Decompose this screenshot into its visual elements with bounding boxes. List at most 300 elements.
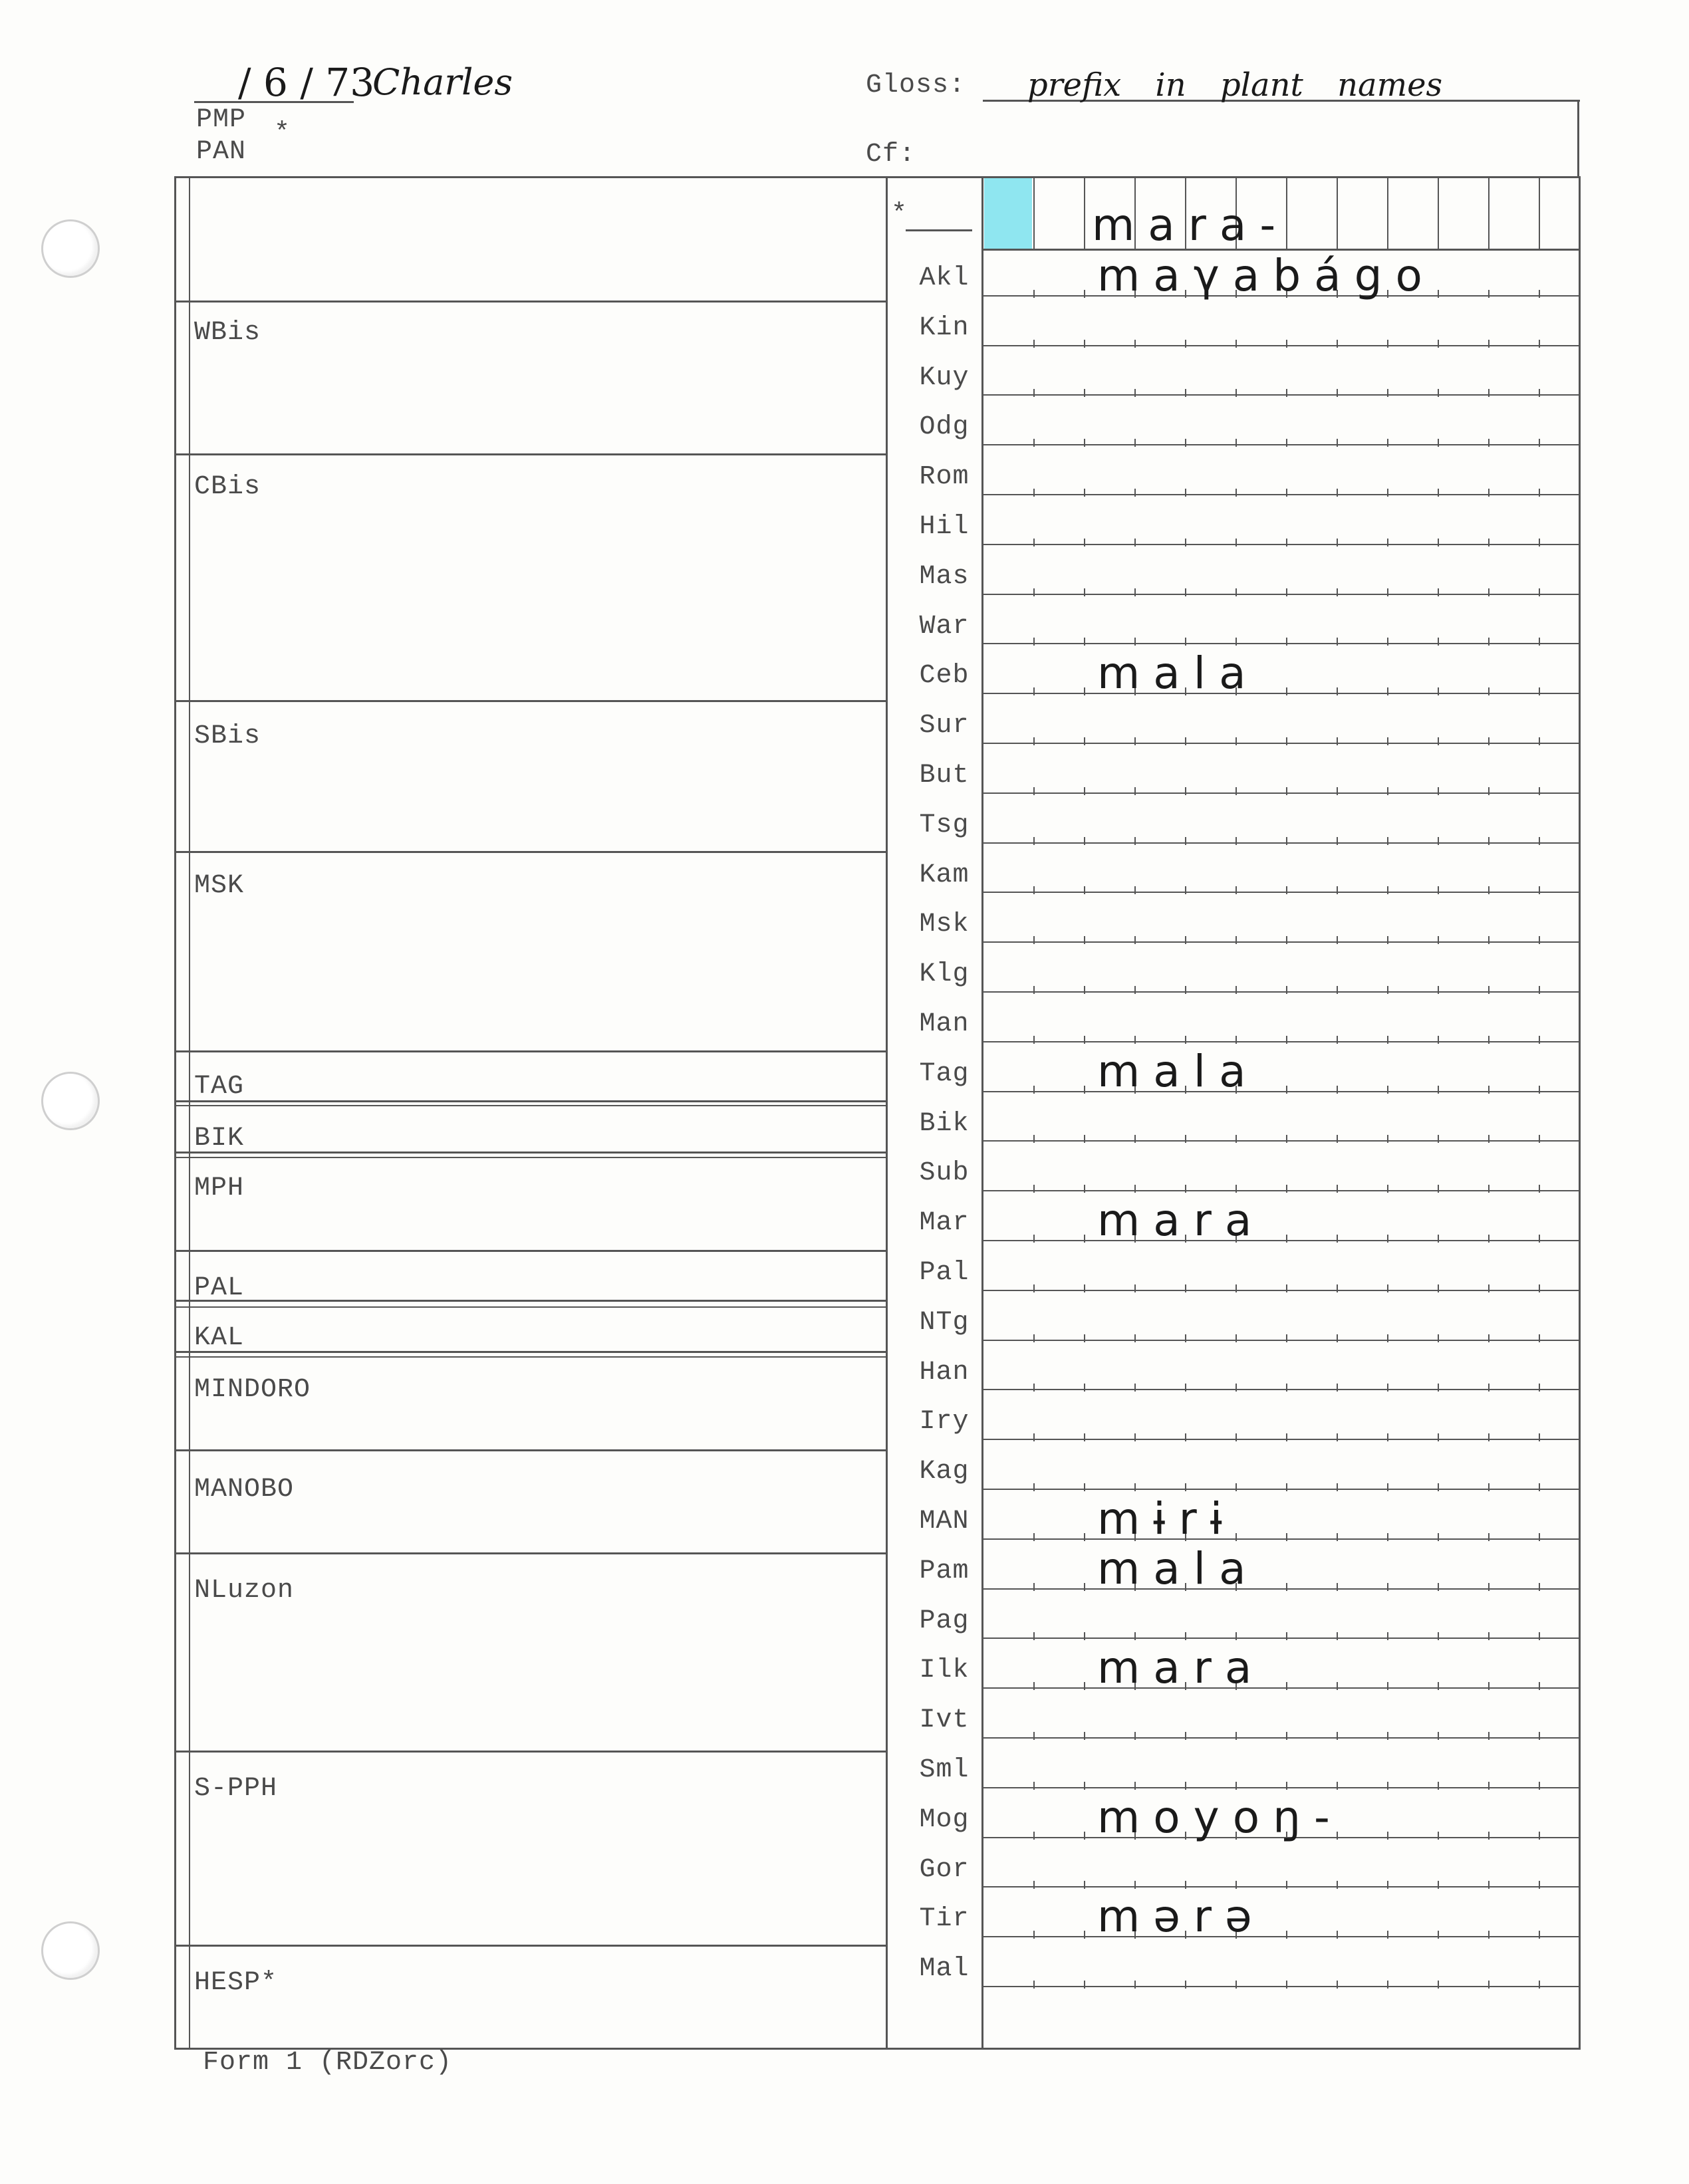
entry-tick <box>1033 1086 1035 1094</box>
group-label: CBis <box>194 472 261 502</box>
entry-tick <box>1387 1086 1388 1094</box>
language-form: moyoŋ- <box>1097 1791 1343 1843</box>
language-row <box>0 309 1689 359</box>
entry-tick <box>1134 1284 1136 1292</box>
entry-tick <box>1185 1782 1186 1790</box>
language-row <box>0 1701 1689 1751</box>
entry-tick <box>1387 1235 1388 1243</box>
entry-tick <box>1286 588 1287 596</box>
entry-tick <box>1286 1235 1287 1243</box>
entry-tick <box>1134 787 1136 795</box>
entry-tick <box>1185 1483 1186 1491</box>
language-row <box>0 1642 1689 1701</box>
entry-tick <box>1337 1036 1338 1044</box>
entry-tick <box>1337 737 1338 745</box>
entry-tick <box>1488 489 1490 497</box>
entry-tick <box>1033 1931 1035 1939</box>
entry-tick <box>1488 986 1490 994</box>
entry-tick <box>1539 737 1540 745</box>
language-row <box>0 955 1689 1005</box>
entry-tick <box>1185 439 1186 447</box>
entry-tick <box>1539 837 1540 845</box>
entry-tick <box>1033 389 1035 397</box>
entry-tick <box>1488 886 1490 894</box>
language-row <box>0 906 1689 955</box>
entry-tick <box>1286 389 1287 397</box>
entry-tick <box>1488 1931 1490 1939</box>
language-row <box>0 1304 1689 1354</box>
entry-tick <box>1488 687 1490 695</box>
entry-tick <box>1438 340 1439 348</box>
entry-tick <box>1084 1533 1085 1541</box>
proto-cell-divider <box>1033 178 1035 250</box>
entry-tick <box>1235 1732 1237 1740</box>
entry-tick <box>1438 1881 1439 1889</box>
language-code: Akl <box>919 263 970 293</box>
language-code: Han <box>919 1357 970 1388</box>
entry-tick <box>1185 1036 1186 1044</box>
entry-tick <box>1539 1235 1540 1243</box>
language-code: Ceb <box>919 661 970 691</box>
entry-tick <box>1235 737 1237 745</box>
entry-tick <box>1337 1384 1338 1392</box>
entry-tick <box>1387 340 1388 348</box>
language-row <box>0 757 1689 806</box>
language-code: Tir <box>919 1904 970 1935</box>
entry-tick <box>1084 1881 1085 1889</box>
entry-tick <box>1539 439 1540 447</box>
entry-tick <box>1438 936 1439 944</box>
entry-tick <box>1185 837 1186 845</box>
entry-tick <box>1286 886 1287 894</box>
language-row <box>0 648 1689 707</box>
entry-tick <box>1235 1483 1237 1491</box>
entry-tick <box>1488 1334 1490 1342</box>
entry-tick <box>1438 1334 1439 1342</box>
entry-tick <box>1387 1732 1388 1740</box>
entry-tick <box>1438 1135 1439 1143</box>
entry-tick <box>1134 1185 1136 1193</box>
entry-tick <box>1033 737 1035 745</box>
language-row <box>0 856 1689 906</box>
entry-tick <box>1033 1981 1035 1989</box>
entry-tick <box>1539 936 1540 944</box>
language-code: Mog <box>919 1804 970 1835</box>
entry-tick <box>1438 1384 1439 1392</box>
entry-tick <box>1084 1284 1085 1292</box>
language-code: Mar <box>919 1208 970 1239</box>
language-form: mərə <box>1097 1891 1265 1943</box>
entry-tick <box>1387 1135 1388 1143</box>
entry-tick <box>1387 936 1388 944</box>
language-code: Kag <box>919 1457 970 1487</box>
gloss-value: prefix in plant names <box>1027 66 1443 104</box>
proto-cell-divider <box>1488 178 1490 250</box>
language-row <box>0 1891 1689 1950</box>
language-code: Odg <box>919 412 970 443</box>
entry-tick <box>1185 1334 1186 1342</box>
language-row <box>0 1154 1689 1204</box>
entry-tick <box>1185 1981 1186 1989</box>
entry-tick <box>1539 886 1540 894</box>
entry-tick <box>1033 439 1035 447</box>
entry-tick <box>1084 986 1085 994</box>
entry-tick <box>1337 837 1338 845</box>
entry-tick <box>1134 1135 1136 1143</box>
entry-tick <box>1438 1981 1439 1989</box>
entry-tick <box>1235 1284 1237 1292</box>
proto-star-underline <box>906 229 972 231</box>
entry-tick <box>1286 1284 1287 1292</box>
language-code: Hil <box>919 512 970 542</box>
entry-tick <box>1286 1583 1287 1591</box>
entry-tick <box>1488 1284 1490 1292</box>
entry-tick <box>1134 638 1136 646</box>
entry-tick <box>1033 1433 1035 1441</box>
entry-tick <box>1235 1632 1237 1640</box>
entry-tick <box>1539 1682 1540 1690</box>
language-code: Sub <box>919 1158 970 1189</box>
language-row <box>0 250 1689 309</box>
entry-tick <box>1438 737 1439 745</box>
entry-tick <box>1337 588 1338 596</box>
entry-tick <box>1084 1483 1085 1491</box>
entry-tick <box>1033 986 1035 994</box>
entry-tick <box>1033 1682 1035 1690</box>
entry-tick <box>1539 1981 1540 1989</box>
entry-tick <box>1539 1384 1540 1392</box>
entry-tick <box>1235 539 1237 546</box>
entry-tick <box>1488 638 1490 646</box>
entry-tick <box>1033 687 1035 695</box>
entry-tick <box>1488 588 1490 596</box>
proto-highlight-cell <box>984 178 1032 249</box>
entry-tick <box>1438 1583 1439 1591</box>
entry-tick <box>1337 1931 1338 1939</box>
entry-tick <box>1134 1881 1136 1889</box>
entry-tick <box>1084 439 1085 447</box>
entry-tick <box>1387 737 1388 745</box>
entry-tick <box>1337 1483 1338 1491</box>
entry-tick <box>1286 1682 1287 1690</box>
entry-tick <box>1438 638 1439 646</box>
entry-tick <box>1286 1533 1287 1541</box>
group-label: NLuzon <box>194 1576 295 1606</box>
entry-tick <box>1185 588 1186 596</box>
entry-tick <box>1387 837 1388 845</box>
entry-tick <box>1337 340 1338 348</box>
entry-tick <box>1033 489 1035 497</box>
entry-tick <box>1286 837 1287 845</box>
entry-tick <box>1084 1433 1085 1441</box>
entry-tick <box>1235 986 1237 994</box>
header-box-bottom <box>174 176 1579 178</box>
entry-tick <box>1134 1483 1136 1491</box>
entry-tick <box>1438 1036 1439 1044</box>
entry-tick <box>1235 886 1237 894</box>
language-row <box>0 458 1689 508</box>
entry-tick <box>1033 1533 1035 1541</box>
entry-tick <box>1084 1036 1085 1044</box>
entry-tick <box>1488 1782 1490 1790</box>
entry-tick <box>1235 638 1237 646</box>
entry-tick <box>1488 837 1490 845</box>
entry-tick <box>1539 1483 1540 1491</box>
entry-tick <box>1286 1981 1287 1989</box>
entry-tick <box>1488 1632 1490 1640</box>
entry-tick <box>1539 539 1540 546</box>
entry-tick <box>1438 1433 1439 1441</box>
entry-tick <box>1134 340 1136 348</box>
group-label: TAG <box>194 1072 245 1102</box>
language-row <box>0 1403 1689 1453</box>
entry-tick <box>1185 1881 1186 1889</box>
entry-tick <box>1185 1284 1186 1292</box>
entry-tick <box>1185 389 1186 397</box>
entry-tick <box>1488 787 1490 795</box>
entry-tick <box>1337 1583 1338 1591</box>
language-code: Tag <box>919 1058 970 1089</box>
entry-tick <box>1286 986 1287 994</box>
entry-tick <box>1387 1384 1388 1392</box>
entry-tick <box>1033 1334 1035 1342</box>
entry-tick <box>1438 539 1439 546</box>
entry-tick <box>1134 1433 1136 1441</box>
entry-tick <box>1235 439 1237 447</box>
entry-tick <box>1185 1732 1186 1740</box>
entry-tick <box>1286 340 1287 348</box>
entry-tick <box>1488 539 1490 546</box>
entry-tick <box>1387 1832 1388 1840</box>
entry-tick <box>1337 1981 1338 1989</box>
entry-tick <box>1488 1732 1490 1740</box>
entry-tick <box>1539 1036 1540 1044</box>
entry-tick <box>1134 539 1136 546</box>
entry-tick <box>1134 1782 1136 1790</box>
entry-tick <box>1539 1583 1540 1591</box>
proto-cell-divider <box>1084 178 1085 250</box>
entry-tick <box>1185 638 1186 646</box>
entry-tick <box>1235 489 1237 497</box>
entry-tick <box>1438 1284 1439 1292</box>
entry-tick <box>1033 1583 1035 1591</box>
entry-tick <box>1286 539 1287 546</box>
entry-tick <box>1033 1483 1035 1491</box>
entry-tick <box>1539 588 1540 596</box>
entry-tick <box>1084 389 1085 397</box>
entry-tick <box>1033 1384 1035 1392</box>
entry-tick <box>1185 340 1186 348</box>
entry-tick <box>1084 1235 1085 1243</box>
entry-tick <box>1286 489 1287 497</box>
entry-tick <box>1235 588 1237 596</box>
language-code: War <box>919 611 970 642</box>
entry-tick <box>1337 1682 1338 1690</box>
entry-tick <box>1286 1632 1287 1640</box>
entry-tick <box>1337 936 1338 944</box>
proto-cell-divider <box>1387 178 1388 250</box>
entry-tick <box>1488 1086 1490 1094</box>
entry-tick <box>1286 1086 1287 1094</box>
entry-tick <box>1286 1782 1287 1790</box>
language-code: Rom <box>919 462 970 493</box>
entry-tick <box>1387 539 1388 546</box>
entry-tick <box>1033 1036 1035 1044</box>
entry-tick <box>1235 787 1237 795</box>
entry-tick <box>1539 1632 1540 1640</box>
entry-tick <box>1387 389 1388 397</box>
entry-tick <box>1387 1632 1388 1640</box>
proto-form: mara- <box>1092 199 1289 251</box>
language-code: Pam <box>919 1556 970 1586</box>
entry-tick <box>1235 1981 1237 1989</box>
entry-tick <box>1337 1632 1338 1640</box>
group-label: MSK <box>194 871 245 901</box>
group-label: SBis <box>194 721 261 751</box>
entry-tick <box>1337 1533 1338 1541</box>
entry-tick <box>1286 737 1287 745</box>
entry-tick <box>1337 638 1338 646</box>
entry-tick <box>1185 1185 1186 1193</box>
entry-tick <box>1033 837 1035 845</box>
language-code: MAN <box>919 1507 970 1536</box>
language-row <box>0 1045 1689 1105</box>
entry-tick <box>1539 1086 1540 1094</box>
group-label: KAL <box>194 1323 245 1353</box>
entry-tick <box>1084 638 1085 646</box>
entry-tick <box>1084 1632 1085 1640</box>
entry-tick <box>1539 787 1540 795</box>
entry-tick <box>1387 687 1388 695</box>
language-code: Tsg <box>919 810 970 840</box>
entry-tick <box>1387 1981 1388 1989</box>
entry-tick <box>1438 1632 1439 1640</box>
entry-tick <box>1539 1185 1540 1193</box>
entry-tick <box>1286 1433 1287 1441</box>
entry-tick <box>1438 1732 1439 1740</box>
entry-tick <box>1084 1086 1085 1094</box>
language-code: Man <box>919 1009 970 1039</box>
entry-tick <box>1084 1782 1085 1790</box>
language-row <box>0 508 1689 558</box>
language-code: Sml <box>919 1755 970 1785</box>
language-row <box>0 1453 1689 1503</box>
entry-tick <box>1337 1235 1338 1243</box>
entry-tick <box>1387 588 1388 596</box>
group-label: WBis <box>194 318 261 348</box>
entry-tick <box>1033 1881 1035 1889</box>
entry-tick <box>1286 787 1287 795</box>
header-box-right <box>1577 100 1579 178</box>
entry-tick <box>1033 638 1035 646</box>
entry-tick <box>1438 886 1439 894</box>
group-label: HESP* <box>194 1968 278 1998</box>
entry-tick <box>1235 1782 1237 1790</box>
language-row <box>0 408 1689 458</box>
entry-tick <box>1488 1135 1490 1143</box>
group-label: MINDORO <box>194 1375 311 1405</box>
language-row <box>0 1005 1689 1055</box>
entry-tick <box>1488 1583 1490 1591</box>
entry-tick <box>1286 1931 1287 1939</box>
entry-tick <box>1286 1483 1287 1491</box>
entry-tick <box>1134 1981 1136 1989</box>
entry-tick <box>1134 886 1136 894</box>
entry-tick <box>1286 1185 1287 1193</box>
entry-tick <box>1084 787 1085 795</box>
pmp-star: * <box>274 118 291 148</box>
gloss-label: Gloss: <box>866 70 966 100</box>
language-row <box>0 558 1689 608</box>
entry-tick <box>1488 1235 1490 1243</box>
entry-tick <box>1084 1832 1085 1840</box>
entry-tick <box>1438 837 1439 845</box>
entry-tick <box>1084 290 1085 298</box>
entry-tick <box>1438 389 1439 397</box>
entry-tick <box>1488 1533 1490 1541</box>
entry-tick <box>1438 1086 1439 1094</box>
language-form: mara <box>1097 1642 1265 1694</box>
language-row <box>0 1851 1689 1901</box>
language-row <box>0 1195 1689 1254</box>
entry-tick <box>1488 340 1490 348</box>
entry-tick <box>1337 439 1338 447</box>
entry-tick <box>1033 539 1035 546</box>
language-row <box>0 1602 1689 1652</box>
entry-tick <box>1438 687 1439 695</box>
entry-tick <box>1539 1135 1540 1143</box>
entry-tick <box>1488 936 1490 944</box>
entry-tick <box>1286 936 1287 944</box>
entry-tick <box>1134 389 1136 397</box>
language-code: Mal <box>919 1954 970 1985</box>
language-row <box>0 806 1689 856</box>
entry-tick <box>1488 1384 1490 1392</box>
entry-tick <box>1488 1185 1490 1193</box>
language-code: NTg <box>919 1307 970 1338</box>
entry-tick <box>1488 1433 1490 1441</box>
entry-tick <box>1488 439 1490 447</box>
entry-tick <box>1033 1782 1035 1790</box>
entry-tick <box>1185 1135 1186 1143</box>
entry-tick <box>1438 290 1439 298</box>
entry-tick <box>1185 737 1186 745</box>
entry-tick <box>1134 588 1136 596</box>
proto-cell-divider <box>1438 178 1439 250</box>
entry-tick <box>1084 1384 1085 1392</box>
entry-tick <box>1235 1135 1237 1143</box>
entry-tick <box>1084 1931 1085 1939</box>
entry-tick <box>1539 1931 1540 1939</box>
group-label: S-PPH <box>194 1774 278 1804</box>
entry-tick <box>1033 1235 1035 1243</box>
language-row <box>0 1354 1689 1403</box>
entry-tick <box>1033 1284 1035 1292</box>
entry-tick <box>1134 986 1136 994</box>
entry-tick <box>1185 1384 1186 1392</box>
date-text: / 6 / 73 <box>238 60 375 105</box>
proto-cell-divider <box>1539 178 1540 250</box>
entry-tick <box>1235 1185 1237 1193</box>
entry-tick <box>1438 1682 1439 1690</box>
language-form: mɨrɨ <box>1097 1493 1236 1544</box>
entry-tick <box>1387 986 1388 994</box>
entry-tick <box>1337 1185 1338 1193</box>
entry-tick <box>1387 1284 1388 1292</box>
entry-tick <box>1084 936 1085 944</box>
entry-tick <box>1286 1135 1287 1143</box>
entry-tick <box>1033 1832 1035 1840</box>
